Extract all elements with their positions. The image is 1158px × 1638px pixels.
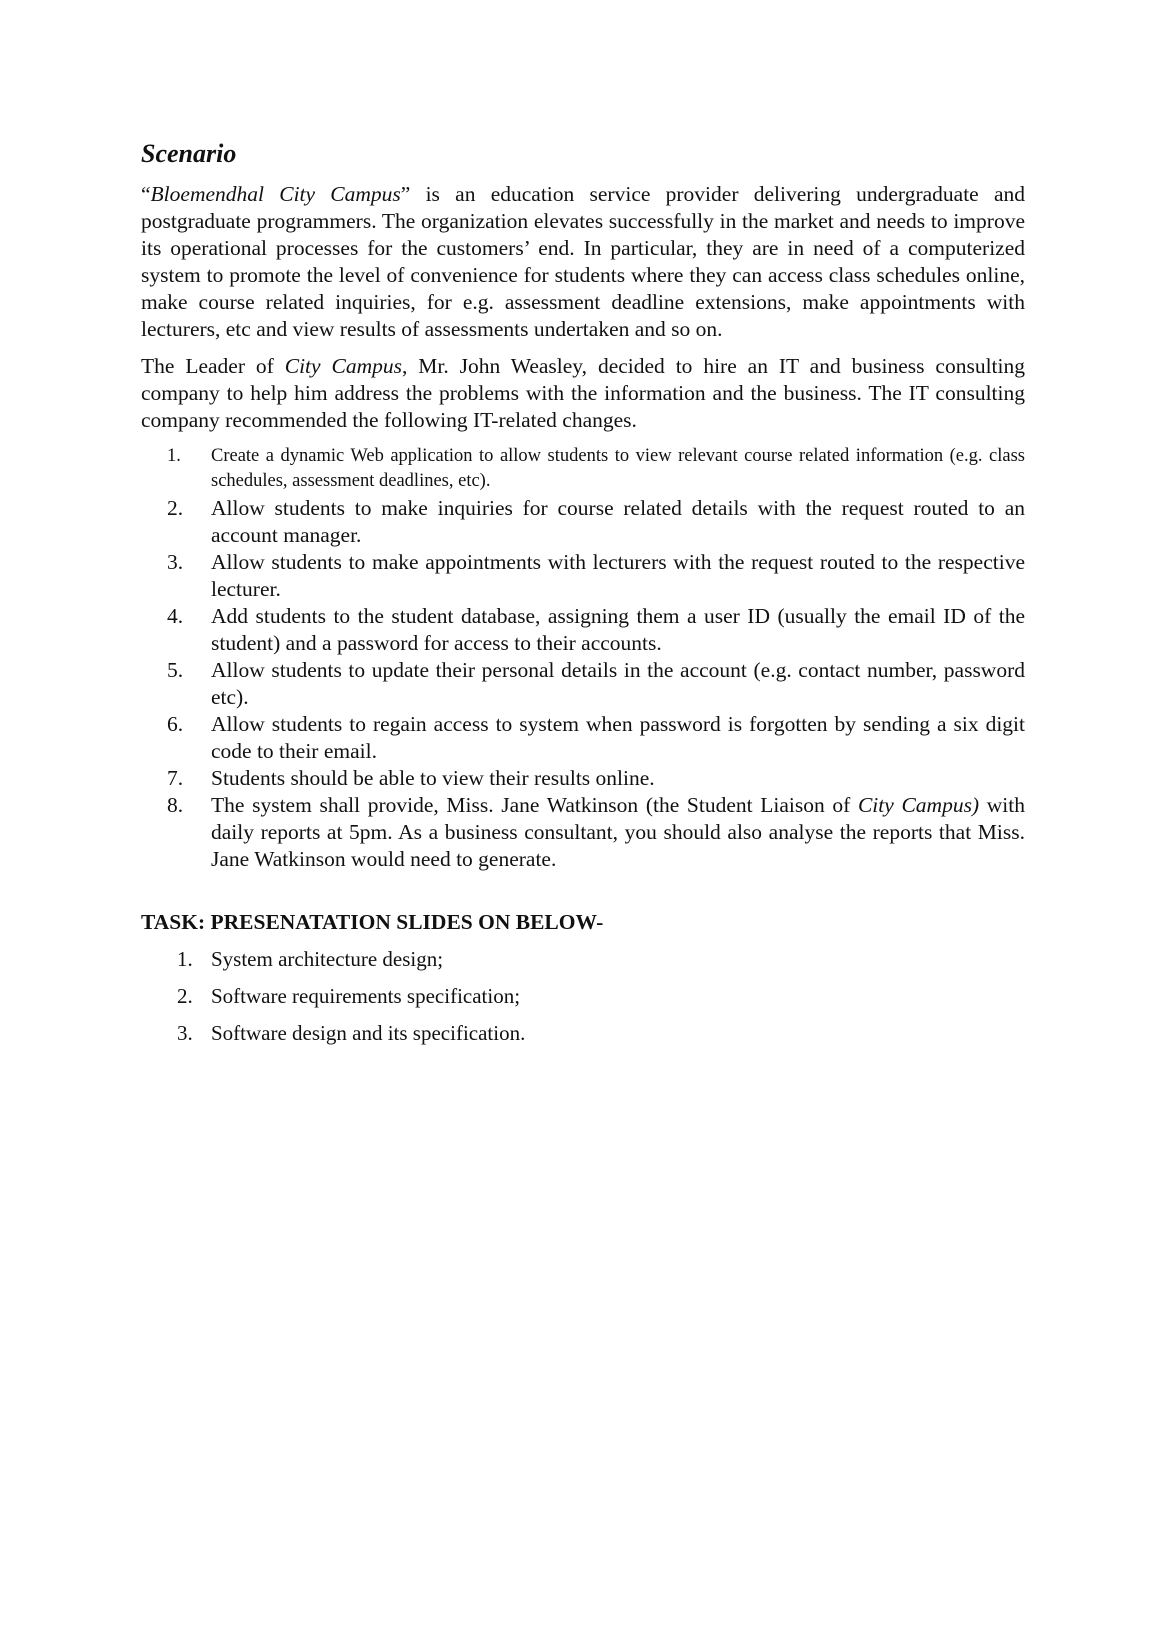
scenario-paragraph-1-text: ” is an education service provider delivering undergraduate and postgraduate programmers. The organization elevates successfully in the market and needs to improve its operational processes for the customers’ end. In particular, they are in need of a computerized system to promote the level of convenience for students where they can access class schedules online, make course related inquiries, for e.g. assessment deadline extensions, make appointments with lecturers, etc and view results of assessments undertaken and so on. <box>141 182 1025 342</box>
list-item-text-pre: The system shall provide, Miss. Jane Watkinson (the Student Liaison of <box>211 793 858 818</box>
list-item <box>141 549 1025 603</box>
list-item <box>141 983 1025 1010</box>
city-campus-italic: City Campus <box>284 354 402 379</box>
list-item-text: Students should be able to view their results online. <box>211 766 655 791</box>
document-page <box>141 138 1025 1057</box>
requirements-list <box>141 444 1025 873</box>
scenario-heading: Scenario <box>141 139 237 168</box>
list-item-text: Create a dynamic Web application to allow students to view relevant course related information (e.g. class schedules, assessment deadlines, etc). <box>211 446 1025 492</box>
list-item <box>141 1020 1025 1047</box>
list-item-text: Software design and its specification. <box>211 1021 526 1046</box>
scenario-paragraph-2-pre: The Leader of <box>141 354 285 379</box>
open-quote: “ <box>141 182 151 207</box>
list-item-text: Allow students to make inquiries for course related details with the request routed to an account manager. <box>211 496 1025 548</box>
list-item-number: 1. <box>177 947 193 972</box>
list-item-number: 8. <box>167 793 184 818</box>
list-item-text: Add students to the student database, assigning them a user ID (usually the email ID of the student) and a password for access to their accounts. <box>211 604 1025 656</box>
list-item-text: Software requirements specification; <box>211 984 521 1009</box>
list-item-number: 4. <box>167 604 184 629</box>
list-item-number: 1. <box>167 446 181 467</box>
list-item <box>141 495 1025 549</box>
scenario-paragraph-2-post: , Mr. John Weasley, decided to hire an IT and business consulting company to help him address the problems with the information and the business. The IT consulting company recommended the following IT-related changes. <box>141 354 1025 433</box>
list-item-text: Allow students to update their personal details in the account (e.g. contact number, password etc). <box>211 658 1025 710</box>
list-item <box>141 603 1025 657</box>
list-item <box>141 444 1025 494</box>
list-item-text-post: with daily reports at 5pm. As a business consultant, you should also analyse the reports that Miss. Jane Watkinson would need to generate. <box>211 793 1025 872</box>
list-item-number: 2. <box>177 984 193 1009</box>
list-item-number: 2. <box>167 496 184 521</box>
campus-name: Bloemendhal City Campus <box>150 182 401 207</box>
task-list <box>141 946 1025 1047</box>
list-item-text: Allow students to make appointments with lecturers with the request routed to the respective lecturer. <box>211 550 1025 602</box>
scenario-paragraph-1 <box>141 181 1025 343</box>
list-item <box>141 657 1025 711</box>
list-item-text: Allow students to regain access to system when password is forgotten by sending a six digit code to their email. <box>211 712 1025 764</box>
list-item <box>141 711 1025 765</box>
city-campus-italic: City Campus) <box>857 793 980 818</box>
list-item-number: 6. <box>167 712 184 737</box>
list-item <box>141 946 1025 973</box>
list-item-text: System architecture design; <box>211 947 444 972</box>
task-title: TASK: PRESENATATION SLIDES ON BELOW- <box>141 910 604 935</box>
list-item-number: 5. <box>167 658 184 683</box>
list-item-number: 7. <box>167 766 184 791</box>
list-item-number: 3. <box>177 1021 193 1046</box>
scenario-paragraph-2 <box>141 353 1025 434</box>
list-item-number: 3. <box>167 550 184 575</box>
list-item <box>141 792 1025 873</box>
list-item <box>141 765 1025 792</box>
